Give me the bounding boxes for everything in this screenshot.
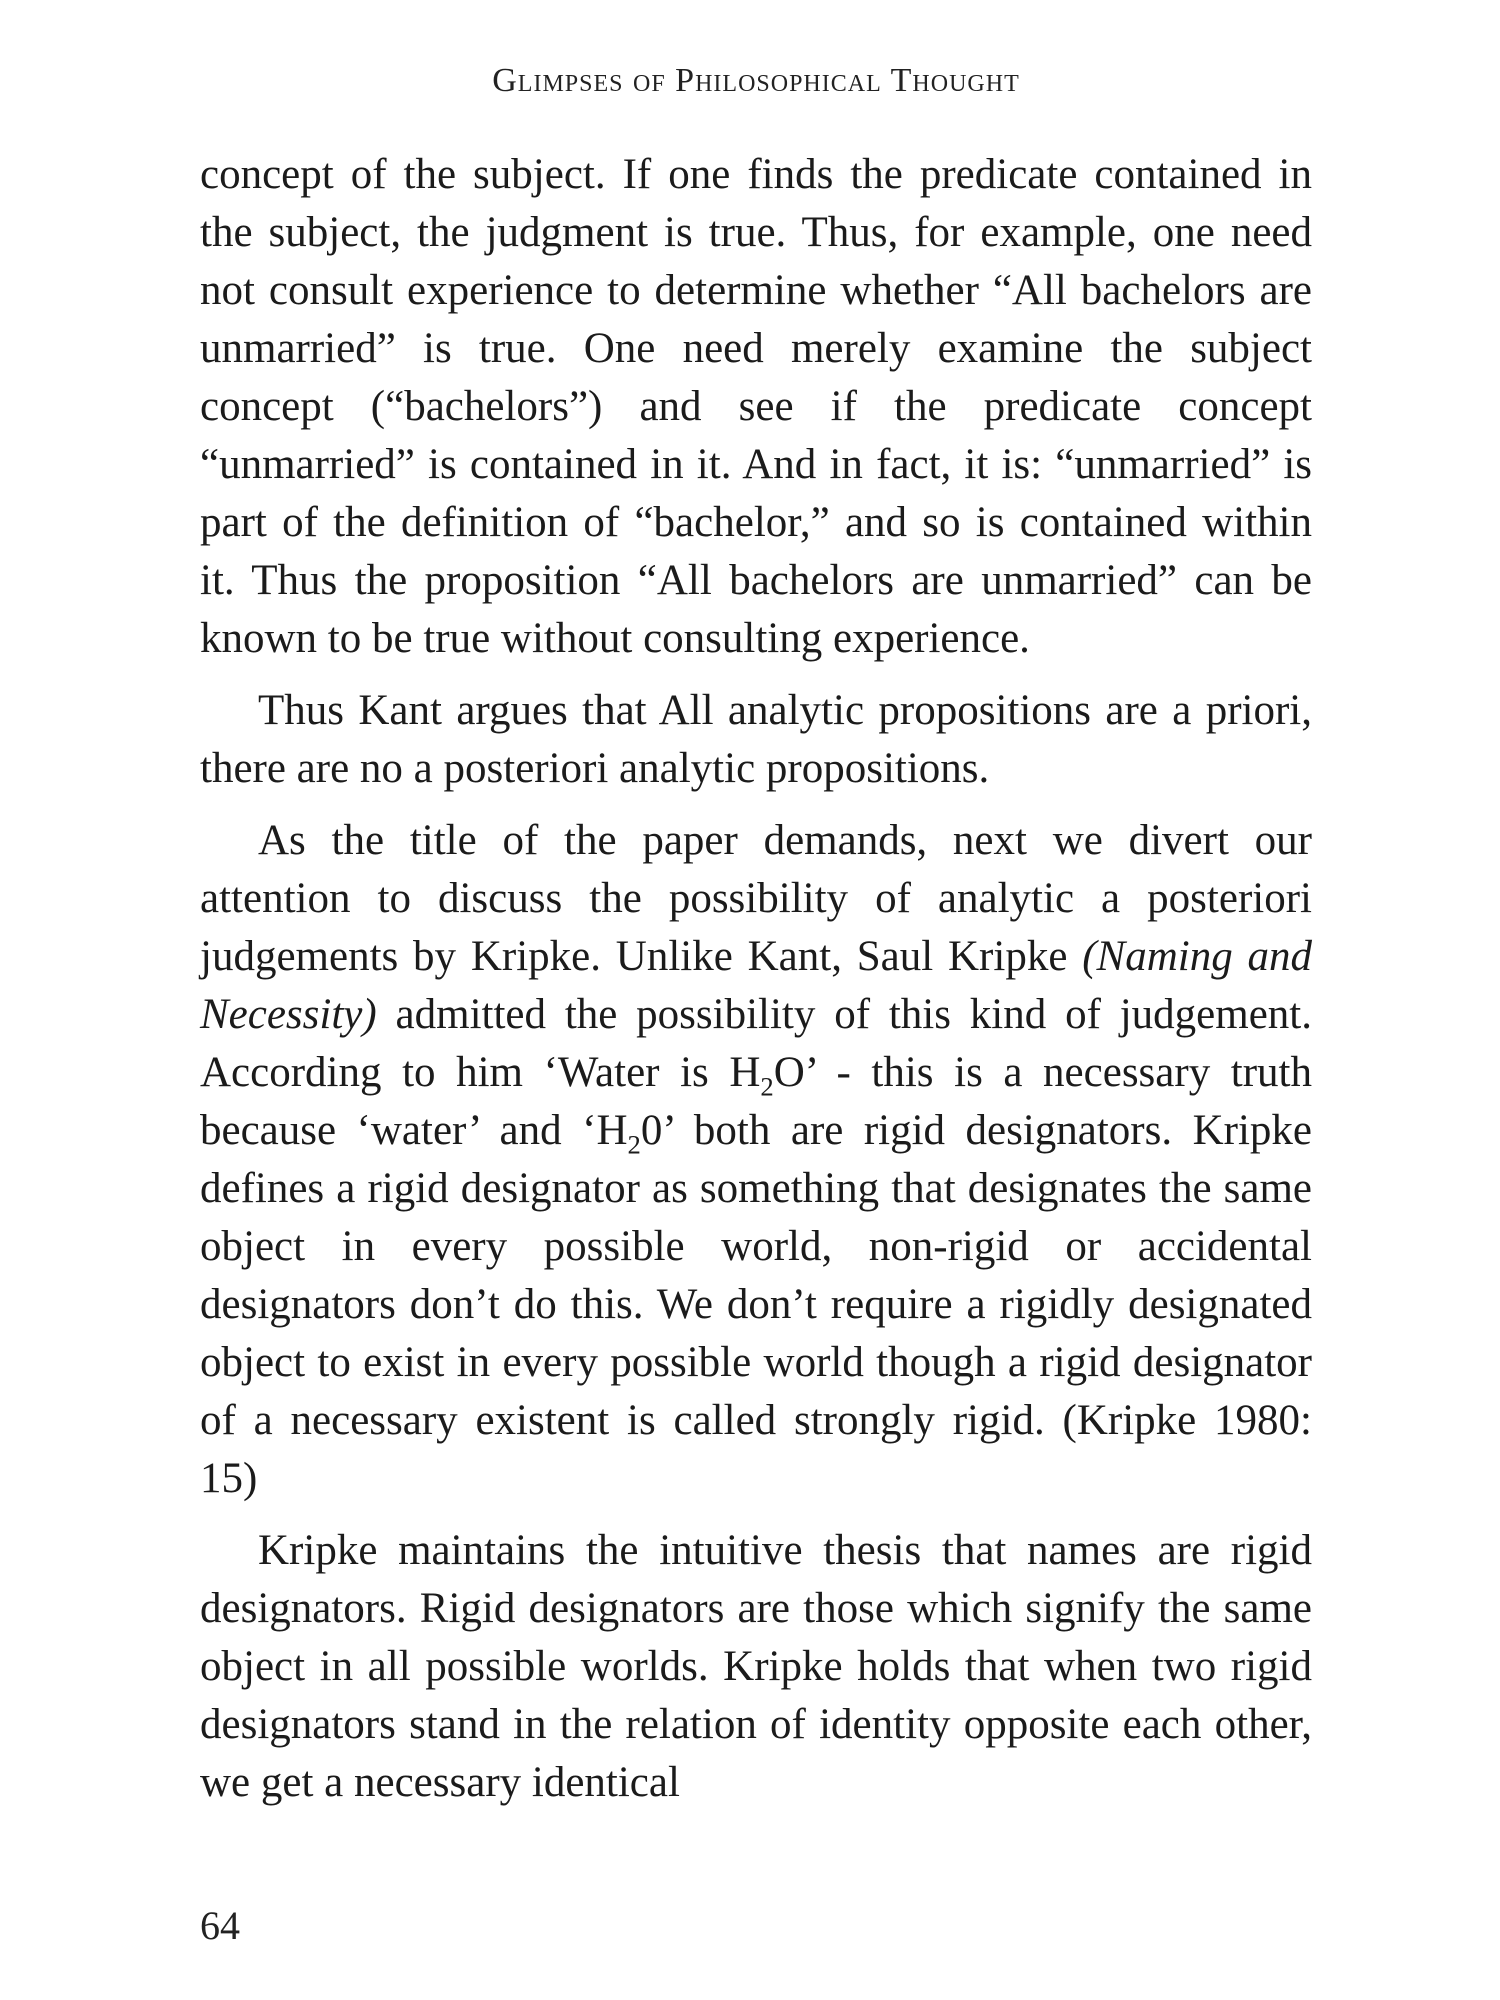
paragraph-2: Thus Kant argues that All analytic propositions are a priori, there are no a posteriori analytic propositions. [200, 687, 1312, 792]
paragraph-3-text-c: O’ - this is a necessary truth because ‘water’ and ‘H [200, 1049, 1312, 1154]
running-head: Glimpses of Philosophical Thought [492, 62, 1020, 99]
subscript-2: 2 [627, 1129, 641, 1160]
subscript-2: 2 [760, 1071, 774, 1102]
paragraph-1: concept of the subject. If one finds the predicate contained in the subject, the judgment is true. Thus, for example, one need not consult experience to determine whether “All bachelors are unmarried” is true. One need merely examine the subject concept (“bachelors”) and see if the predicate concept “unmarried” is contained in it. And in fact, it is: “unmarried” is part of the definition of “bachelor,” and so is contained within it. Thus the proposition “All bachelors are unmarried” can be known to be true without consulting experience. [200, 151, 1312, 662]
book-title-italic: (Naming and Necessity) [200, 933, 1312, 1038]
page-number: 64 [200, 1903, 240, 1948]
body-text [200, 146, 1312, 1826]
paragraph-3-text-b: admitted the possibility of this kind of judgement. According to him ‘Water is H [200, 991, 1312, 1096]
paragraph-3-text-a: As the title of the paper demands, next we divert our attention to discuss the possibility of analytic a posteriori judgements by Kripke. Unlike Kant, Saul Kripke [200, 817, 1312, 980]
paragraph-3 [200, 812, 1312, 1508]
paragraph-4: Kripke maintains the intuitive thesis that names are rigid designators. Rigid designators are those which signify the same object in all possible worlds. Kripke holds that when two rigid designators stand in the relation of identity opposite each other, we get a necessary identical [200, 1527, 1312, 1806]
paragraph-3-text-d: 0’ both are rigid designators. Kripke defines a rigid designator as something that designates the same object in every possible world, non-rigid or accidental designators don’t do this. We don’t require a rigidly designated object to exist in every possible world though a rigid designator of a necessary existent is called strongly rigid. (Kripke 1980: 15) [200, 1107, 1312, 1502]
